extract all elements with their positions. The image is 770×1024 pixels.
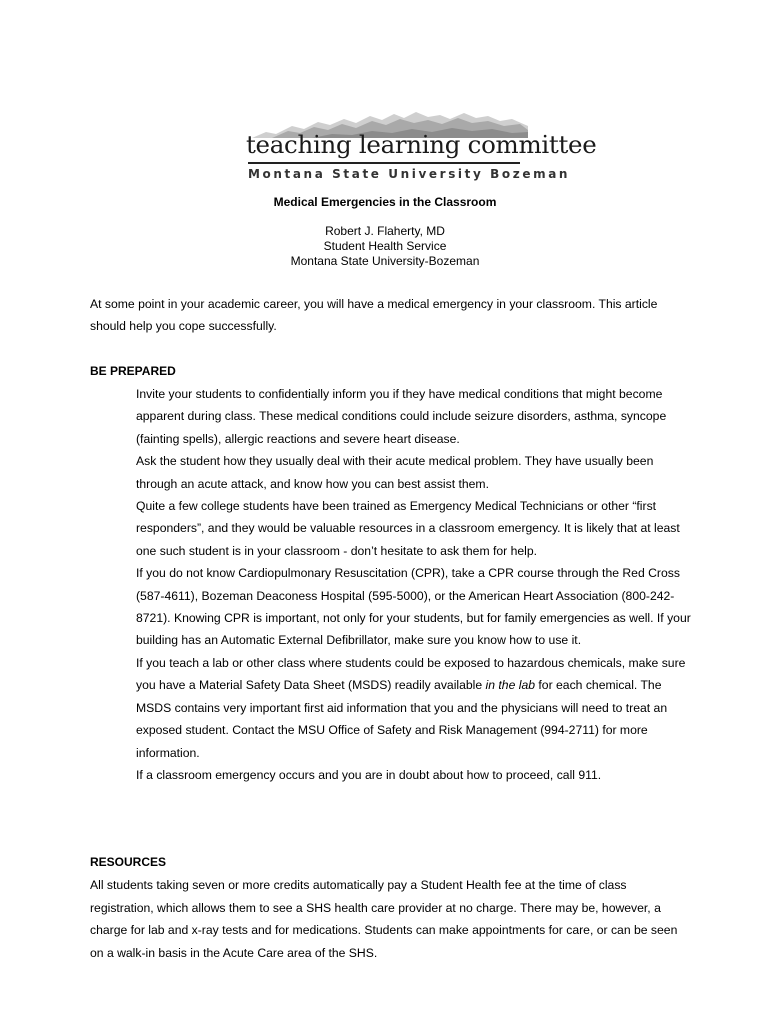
- be-prepared-heading: BE PREPARED: [90, 364, 176, 378]
- author-department: Student Health Service: [323, 239, 447, 253]
- list-item: If a classroom emergency occurs and you are in doubt about how to proceed, call 911.: [136, 767, 602, 782]
- be-prepared-list: [136, 383, 696, 786]
- logo-subtitle: Montana State University Bozeman: [248, 167, 571, 181]
- resources-heading: RESOURCES: [90, 855, 167, 869]
- msds-text-before: If you teach a lab or other class where students could be exposed to hazardous chemicals, make sure you have a Material Safety Data Sheet (MSDS) readily available: [136, 655, 686, 693]
- list-item-msds: [136, 652, 696, 764]
- logo-divider: [248, 162, 520, 164]
- tlc-logo: [246, 106, 597, 181]
- resources-paragraph: All students taking seven or more credits automatically pay a Student Health fee at the time of class registration, which allows them to see a SHS health care provider at no charge. There may be, however, a charge for lab and x-ray tests and for medications. Students can make appointments for care, or can be seen on a walk-in basis in the Acute Care area of the SHS.: [90, 878, 678, 960]
- list-item: Ask the student how they usually deal with their acute medical problem. They have usually been through an acute attack, and know how you can best assist them.: [136, 454, 654, 491]
- list-item: Quite a few college students have been trained as Emergency Medical Technicians or other “first responders”, and they would be valuable resources in a classroom emergency. It is likely that at least one such student is in your classroom - don’t hesitate to ask them for help.: [136, 499, 680, 558]
- logo-title: teaching learning committee: [246, 130, 597, 159]
- list-item: If you do not know Cardiopulmonary Resuscitation (CPR), take a CPR course through the Red Cross (587-4611), Bozeman Deaconess Hospital (595-5000), or the American Heart Association (800-242-8721). Knowing CPR is important, not only for your students, but for family emergencies as well. If your building has an Automatic External Defibrillator, make sure you know how to use it.: [136, 566, 691, 648]
- author-institution: Montana State University-Bozeman: [290, 254, 480, 268]
- msds-text-after: for each chemical. The MSDS contains very important first aid information that you and the physicians will need to treat an exposed student. Contact the MSU Office of Safety and Risk Management (994-2711) for more information.: [136, 678, 668, 760]
- author-name: Robert J. Flaherty, MD: [325, 224, 445, 238]
- document-title: Medical Emergencies in the Classroom: [273, 195, 497, 209]
- msds-emphasis: in the lab: [485, 678, 536, 693]
- intro-paragraph: At some point in your academic career, you will have a medical emergency in your classroom. This article should help you cope successfully.: [90, 297, 658, 334]
- list-item: Invite your students to confidentially inform you if they have medical conditions that might become apparent during class. These medical conditions could include seizure disorders, asthma, syncope (fainting spells), allergic reactions and severe heart disease.: [136, 387, 667, 446]
